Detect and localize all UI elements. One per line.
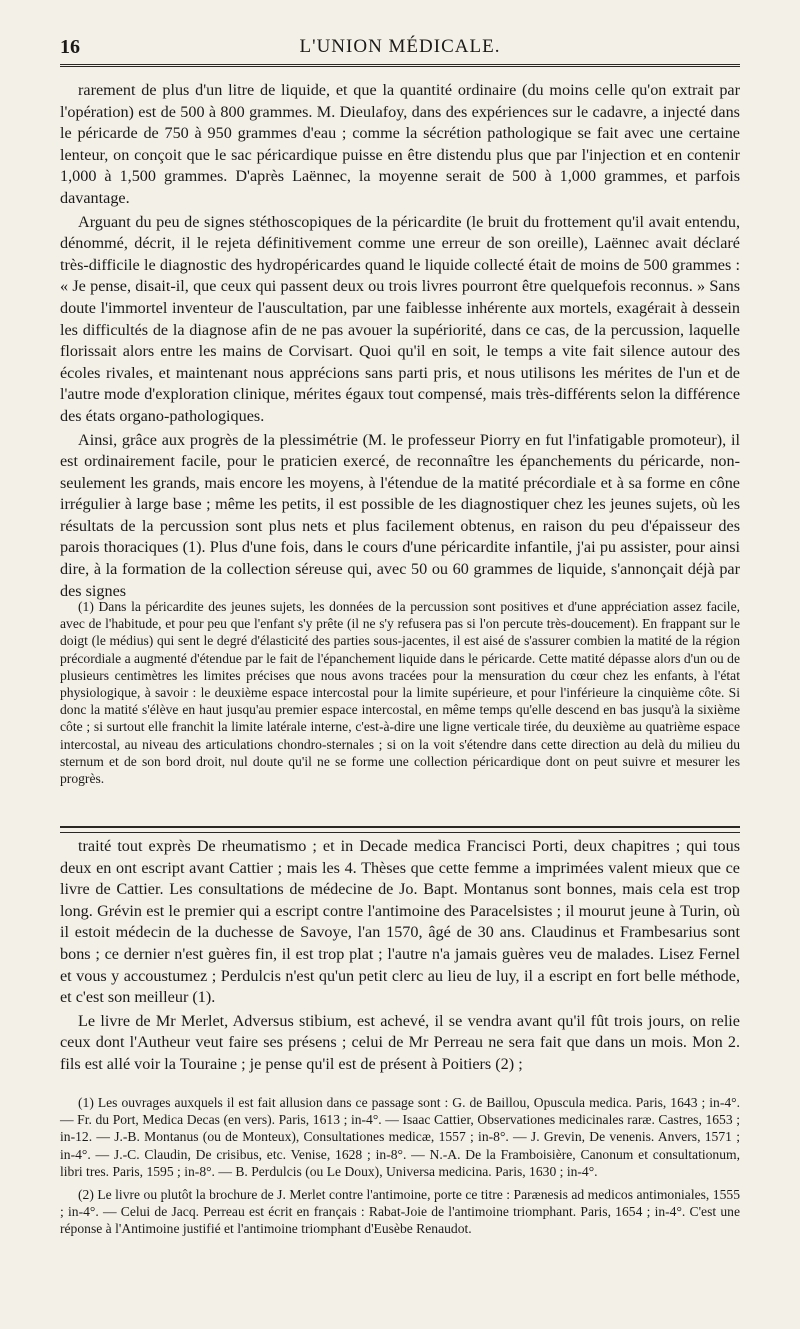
feuilleton-body (60, 836, 740, 1076)
footnote-text: (1) Les ouvrages auxquels il est fait allusion dans ce passage sont : G. de Baillou, Opuscula medica. Paris, 1643 ; in-4°. — Fr. du Port, Medica Decas (en vers). Paris, 1613 ; in-4°. — Isaac Cattier, Observationes medicinales raræ. Castres, 1653 ; in-12. — J.-B. Montanus (ou de Monteux), Consultationes medicæ, 1557 ; in-8°. — J. Grevin, De venenis. Anvers, 1571 ; in-4°. — J.-C. Claudin, De crisibus, etc. Venise, 1628 ; in-8°. — N.-A. De la Framboisière, Canonum et consultationum, libri tres. Paris, 1595 ; in-8°. — B. Perdulcis (ou Le Doux), Universa medicina. Paris, 1630 ; in-4°. (60, 1095, 740, 1179)
feuilleton-footnotes (60, 1094, 740, 1238)
feuilleton-paragraph: traité tout exprès De rheumatismo ; et in Decade medica Francisci Porti, deux chapitres ; qui tous deux en ont escript avant Cattier ; mais les 4. Thèses que cette femme a imprimées valent mieux que ce livre de Cattier. Les consultations de médecine de Jo. Bapt. Montanus sont bonnes, mais cela est trop long. Grévin est le premier qui a escript contre l'antimoine des Paracelsistes ; il mourut jeune à Turin, où il estoit médecin de la duchesse de Savoye, l'an 1570, âgé de 30 ans. Claudinus et Frambesarius sont bons ; ce dernier n'est guères fin, il est trop plat ; l'autre n'a jamais guères veu de malades. Lisez Fernel et vous y accoustumez ; Perdulcis n'est qu'un petit clerc au lieu de luy, il a escript en fort belle méthode, et c'est son meilleur (1). (60, 837, 740, 1007)
page-number: 16 (60, 36, 80, 58)
article-paragraph: Arguant du peu de signes stéthoscopiques de la péricardite (le bruit du frottement qu'il avait entendu, dénommé, décrit, il le rejeta définitivement comme une erreur de son oreille), Laënnec avait déclaré très-difficile le diagnostic des hydropéricardes quand le liquide collecté était de moins de 500 grammes : « Je pense, disait-il, que ceux qui passent deux ou trois livres pourront être quelquefois reconnus. » Sans doute l'immortel inventeur de l'auscultation, par une faiblesse inhérente aux mortels, exagérait à dessein les difficultés de la diagnose afin de ne pas avouer la supériorité, dans ce cas, de la percussion, laquelle florissait alors entre les mains de Corvisart. Quoi qu'il en soit, le temps a vite fait silence autour des écoles rivales, et maintenant nous apprécions sans parti pris, et nous utilisons les mérites de l'un et de l'autre mode d'exploration clinique, mérites égaux tout compensé, mais très-différents selon la différence des états organo-pathologiques. (60, 212, 740, 425)
page-header (60, 30, 740, 67)
feuilleton-separator (60, 826, 740, 833)
article-body (60, 80, 740, 602)
article-paragraph: rarement de plus d'un litre de liquide, et que la quantité ordinaire (du moins celle qu'on extrait par l'opération) est de 500 à 800 grammes. M. Dieulafoy, dans des expériences sur le cadavre, a injecté dans le péricarde de 750 à 950 grammes d'eau ; comme la sécrétion pathologique se fait avec une certaine lenteur, on conçoit que le sac péricardique puisse en être distendu plus que par l'injection et en contenir 1,000 à 1,500 grammes. D'après Laënnec, la moyenne serait de 500 à 1,000 grammes, et parfois davantage. (60, 81, 740, 207)
footnote-text: (1) Dans la péricardite des jeunes sujets, les données de la percussion sont positives et d'une appréciation assez facile, avec de l'habitude, et pour peu que l'enfant s'y prête (il ne s'y refusera pas si l'on percute très-doucement). En frappant sur le doigt (le médius) qui sent le degré d'élasticité des parties sous-jacentes, il est aisé de s'assurer combien la matité de la région précordiale a augmenté d'étendue par le fait de l'épanchement liquide dans le péricarde. Cette matité dépasse alors d'un ou de plusieurs centimètres les limites précises que nous avons tracées pour la mensuration du cœur chez les enfants, à l'état physiologique, à savoir : le deuxième espace intercostal pour la limite supérieure, et pour l'inférieure la cinquième côte. Si donc la matité s'élève en haut jusqu'au premier espace intercostal, en même temps qu'elle descend en bas jusqu'à la sixième côte ; si surtout elle franchit la limite latérale interne, c'est-à-dire une ligne verticale tirée, du deuxième au quatrième espace intercostal, au niveau des articulations chondro-sternales ; si on la voit s'étendre dans cette direction au delà du milieu du sternum et de son bord droit, nul doute qu'il ne se forme une collection péricardique dont on peut suivre et mesurer les progrès. (60, 599, 740, 787)
article-footnote (60, 598, 740, 787)
running-title: L'UNION MÉDICALE. (299, 36, 501, 57)
footnote-text: (2) Le livre ou plutôt la brochure de J. Merlet contre l'antimoine, porte ce titre : Parænesis ad medicos antimoniales, 1555 ; in-4°. — Celui de Jacq. Perreau est écrit en français : Rabat-Joie de l'antimoine triomphant. Paris, 1654 ; in-4°. C'est une réponse à l'Antimoine justifié et l'antimoine triomphant d'Eusèbe Renaudot. (60, 1187, 740, 1237)
article-paragraph: Ainsi, grâce aux progrès de la plessimétrie (M. le professeur Piorry en fut l'infatigable promoteur), il est ordinairement facile, pour le praticien exercé, de reconnaître les épanchements du péricarde, non-seulement les grands, mais encore les moyens, à l'étendue de la matité précordiale et à sa forme en cône irrégulier à large base ; même les petits, il est possible de les diagnostiquer chez les jeunes sujets, où les résultats de la percussion sont plus nets et plus facilement obtenus, en raison du peu d'épaisseur des parois thoraciques (1). Plus d'une fois, dans le cours d'une péricardite infantile, j'ai pu assister, pour ainsi dire, à la formation de la collection séreuse qui, avec 50 ou 60 grammes de liquide, s'annonçait déjà par des signes (60, 430, 740, 600)
feuilleton-paragraph: Le livre de Mr Merlet, Adversus stibium, est achevé, il se vendra avant qu'il fût trois jours, on relie ceux dont l'Autheur veut faire ses présens ; celui de Mr Perreau ne sera fait que dans un mois. Mon 2. fils est allé voir la Touraine ; je pense qu'il est de présent à Poitiers (2) ; (60, 1011, 740, 1073)
